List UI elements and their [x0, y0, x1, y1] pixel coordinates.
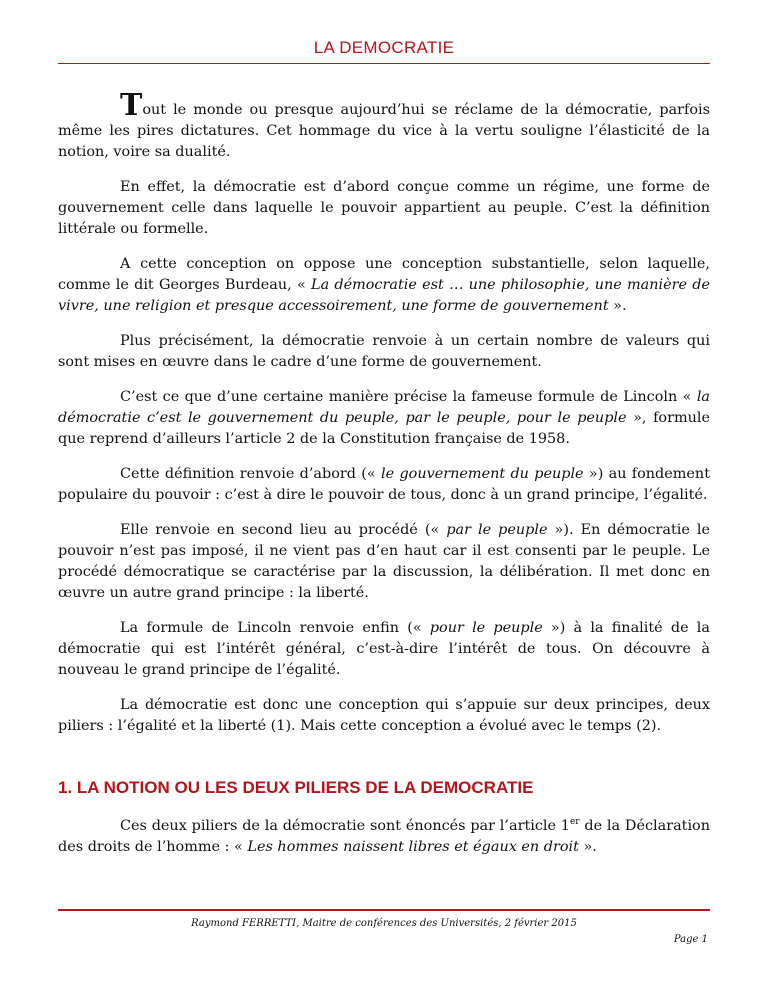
- paragraph-6-before: Cette définition renvoie d’abord («: [120, 466, 382, 482]
- footer-author: Raymond FERRETTI, Maitre de conférences des Universités, 2 février 2015: [191, 918, 577, 929]
- paragraph-4: Plus précisément, la démocratie renvoie à un certain nombre de valeurs qui sont mises en œuvre dans le cadre d’une forme de gouvernement.: [58, 333, 710, 370]
- paragraph-9: La démocratie est donc une conception qui s’appuie sur deux principes, deux piliers : l’égalité et la liberté (1). Mais cette conception a évolué avec le temps (2).: [58, 697, 710, 734]
- paragraph-8-after: ») à la finalité de la démocratie qui est l’intérêt général, c’est-à-dire l’intérêt de tous. On découvre à nouveau le grand principe de l’égalité.: [58, 620, 710, 678]
- paragraph-5: [58, 387, 710, 450]
- ordinal-superscript: er: [569, 817, 580, 827]
- lincoln-quote: la démocratie c’est le gouvernement du peuple, par le peuple, pour le peuple: [58, 389, 710, 426]
- paragraph-3: [58, 254, 710, 317]
- paragraph-10: [58, 812, 710, 858]
- paragraph-10-before: Ces deux piliers de la démocratie sont énoncés par l’article 1: [120, 817, 570, 834]
- header-divider: [58, 63, 710, 64]
- declaration-quote: Les hommes naissent libres et égaux en droit: [247, 838, 579, 855]
- paragraph-5-after: », formule que reprend d’ailleurs l’article 2 de la Constitution française de 1958.: [58, 410, 710, 447]
- paragraph-7-before: Elle renvoie en second lieu au procédé («: [120, 522, 447, 538]
- drop-cap: T: [120, 88, 143, 123]
- paragraph-5-before: C’est ce que d’une certaine manière précise la fameuse formule de Lincoln «: [120, 389, 697, 405]
- paragraph-3-before: A cette conception on oppose une conception substantielle, selon laquelle, comme le dit Georges Burdeau, «: [58, 256, 710, 293]
- paragraph-7-after: »). En démocratie le pouvoir n’est pas imposé, il ne vient pas d’en haut car il est consenti par le peuple. Le procédé démocratique se caractérise par la discussion, la délibération. Il met donc en œuvre un autre grand principe : la liberté.: [58, 522, 711, 601]
- quote-gouvernement-du-peuple: le gouvernement du peuple: [381, 466, 584, 482]
- paragraph-1-text: out le monde ou presque aujourd’hui se réclame de la démocratie, parfois même les pires dictatures. Cet hommage du vice à la vertu souligne l’élasticité de la notion, voire sa dualité.: [58, 102, 710, 160]
- paragraph-1: [58, 88, 710, 163]
- page-header-title: LA DEMOCRATIE: [313, 38, 455, 57]
- paragraph-6: [58, 464, 710, 506]
- paragraph-6-after: ») au fondement populaire du pouvoir : c’est à dire le pouvoir de tous, donc à un grand principe, l’égalité.: [58, 466, 710, 503]
- document-body: [58, 88, 711, 872]
- paragraph-7: [58, 520, 710, 604]
- burdeau-quote: La démocratie est … une philosophie, une manière de vivre, une religion et presque accessoirement, une forme de gouvernement: [58, 277, 710, 314]
- page-number: Page 1: [673, 934, 708, 945]
- quote-par-le-peuple: par le peuple: [446, 522, 548, 538]
- paragraph-10-middle: de la Déclaration des droits de l’homme : «: [58, 817, 710, 855]
- paragraph-2: En effet, la démocratie est d’abord conçue comme un régime, une forme de gouvernement celle dans laquelle le pouvoir appartient au peuple. C’est la définition littérale ou formelle.: [58, 179, 710, 237]
- footer-divider: [58, 909, 710, 911]
- quote-pour-le-peuple: pour le peuple: [429, 620, 543, 636]
- paragraph-10-after: ».: [578, 838, 597, 855]
- paragraph-3-after: ».: [608, 298, 627, 314]
- section-1-heading: 1. LA NOTION OU LES DEUX PILIERS DE LA DEMOCRATIE: [58, 778, 534, 797]
- paragraph-8-before: La formule de Lincoln renvoie enfin («: [120, 620, 430, 636]
- paragraph-8: [58, 618, 710, 681]
